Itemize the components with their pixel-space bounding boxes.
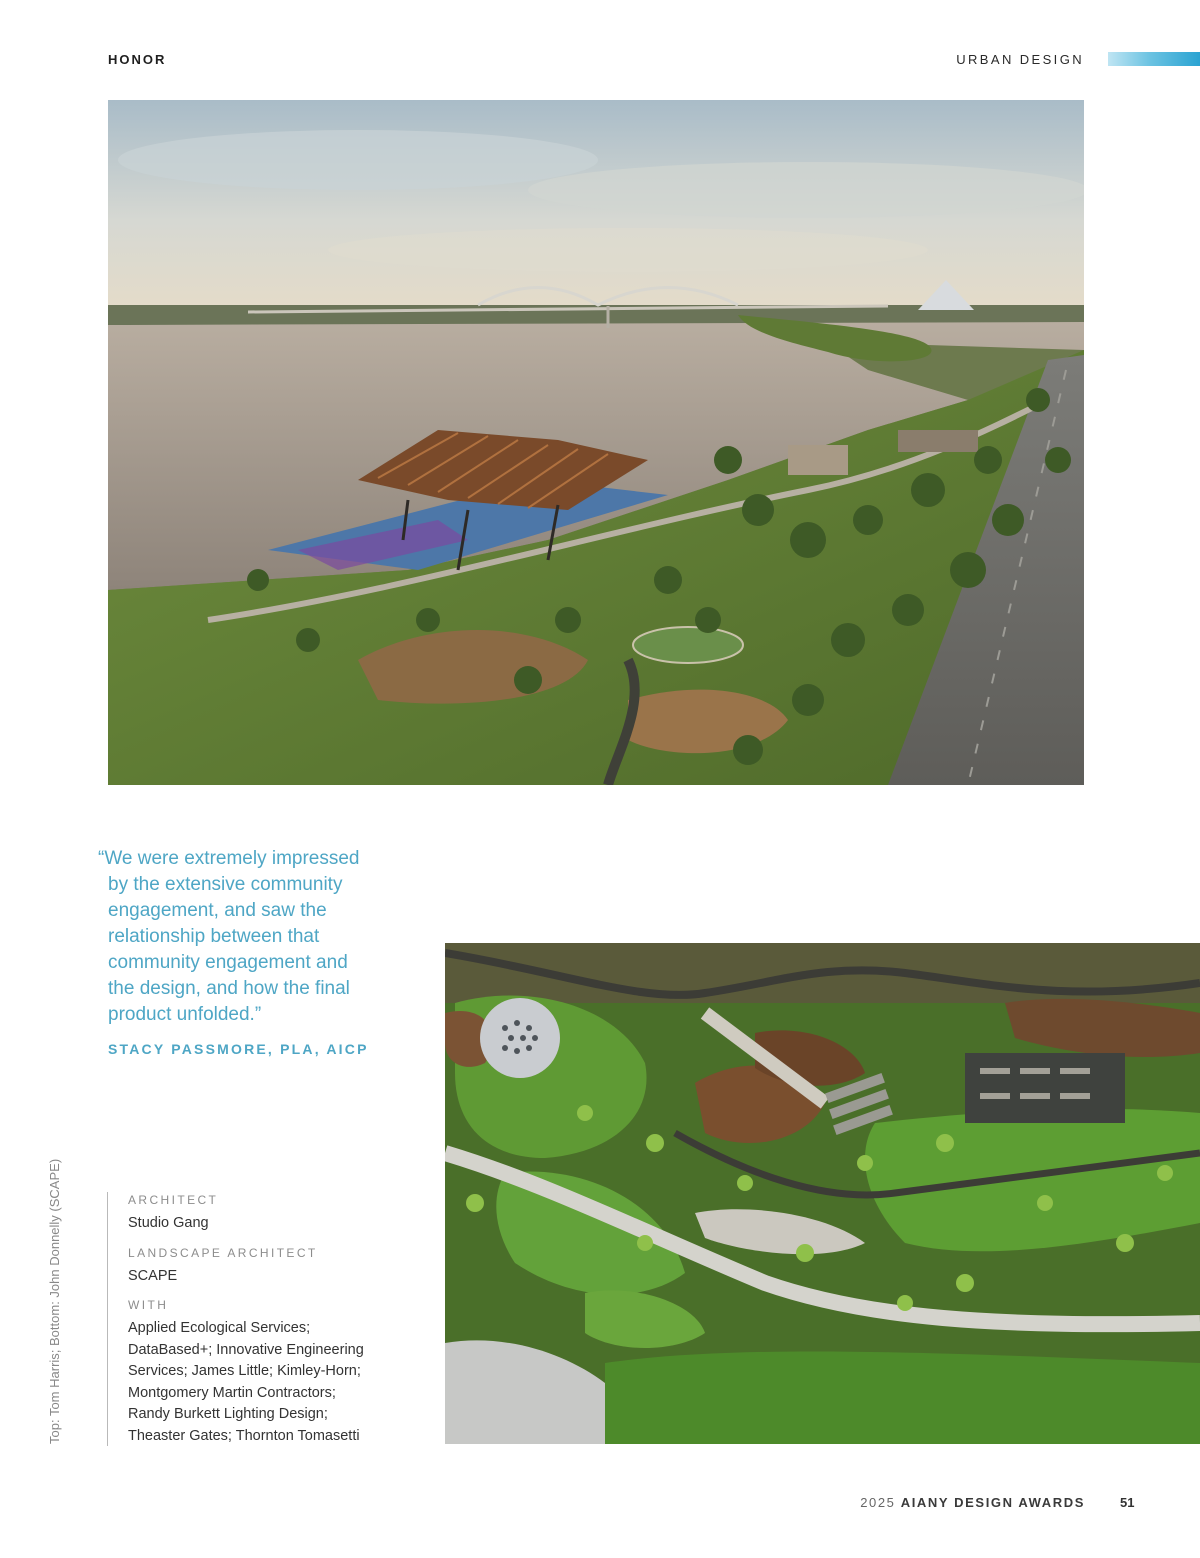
collaborators-line: DataBased+; Innovative Engineering (128, 1341, 364, 1358)
aerial-park-illustration (445, 943, 1200, 1444)
with-label: WITH (128, 1298, 169, 1312)
collaborators-line: Applied Ecological Services; (128, 1320, 311, 1336)
landscape-architect-name: SCAPE (128, 1267, 178, 1284)
quote-line: “We were extremely impressed (98, 848, 360, 869)
footer-year: 2025 (860, 1495, 896, 1510)
top-photo-riverfront-park (108, 100, 1084, 785)
collaborators-line: Services; James Little; Kimley-Horn; (128, 1363, 361, 1379)
photo-credit: Top: Tom Harris; Bottom: John Donnelly (SCAPE) (47, 1158, 62, 1444)
quote-attribution: STACY PASSMORE, PLA, AICP (108, 1041, 369, 1057)
bottom-photo-aerial-park (445, 943, 1200, 1444)
architect-name: Studio Gang (128, 1215, 209, 1231)
footer-publication (860, 1495, 1085, 1510)
quote-line: by the extensive community (108, 874, 343, 895)
page-number: 51 (1120, 1495, 1135, 1510)
quote-line: the design, and how the final (108, 978, 350, 999)
architect-label: ARCHITECT (128, 1193, 219, 1207)
quote-line: community engagement and (108, 952, 348, 973)
collaborators-list (128, 1318, 407, 1447)
landscape-architect-label: LANDSCAPE ARCHITECT (128, 1245, 318, 1260)
footer-title: AIANY DESIGN AWARDS (900, 1495, 1085, 1510)
section-label: HONOR (108, 52, 167, 67)
quote-line: engagement, and saw the (108, 900, 327, 921)
category-accent-bar (1108, 52, 1200, 66)
collaborators-line: Randy Burkett Lighting Design; (128, 1406, 328, 1422)
riverfront-park-illustration (108, 100, 1084, 785)
collaborators-line: Montgomery Martin Contractors; (128, 1384, 336, 1401)
pull-quote (98, 846, 408, 1028)
quote-line: product unfolded.” (108, 1004, 262, 1025)
quote-line: relationship between that (108, 926, 320, 947)
circular-plaza (480, 998, 560, 1078)
project-credits (107, 1192, 407, 1446)
category-label: URBAN DESIGN (956, 52, 1084, 67)
collaborators-line: Theaster Gates; Thornton Tomasetti (128, 1427, 360, 1444)
